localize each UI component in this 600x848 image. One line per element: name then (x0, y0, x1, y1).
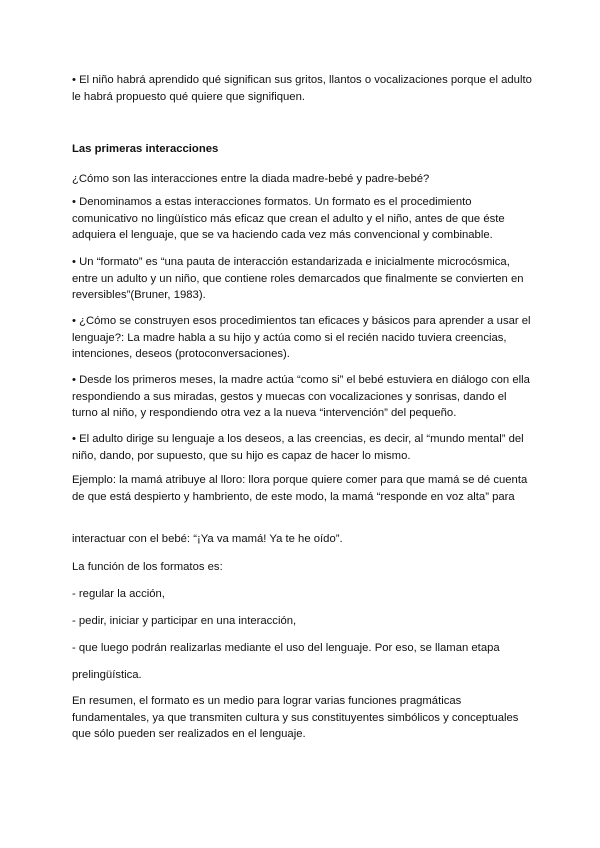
intro-bullet-paragraph: • El niño habrá aprendido qué significan sus gritos, llantos o vocalizaciones porque el adulto le habrá propuesto qué quiere que signifiquen. (72, 74, 532, 103)
section-heading: Las primeras interacciones (72, 143, 219, 155)
function-item: - que luego podrán realizarlas mediante el uso del lenguaje. Por eso, se llaman etapa (72, 642, 500, 654)
example-continuation: interactuar con el bebé: “¡Ya va mamá! Ya te he oído”. (72, 533, 343, 545)
function-item: - pedir, iniciar y participar en una interacción, (72, 615, 297, 627)
summary-paragraph: En resumen, el formato es un medio para lograr varias funciones pragmáticas fundamentales, ya que transmiten cultura y sus constituyentes simbólicos y conceptuales que sólo pueden ser realizados en el lenguaje. (72, 695, 519, 740)
bullet-paragraph-formats: • Denominamos a estas interacciones formatos. Un formato es el procedimiento comunicativo no lingüístico más eficaz que crean el adulto y el niño, antes de que éste adquiera el lenguaje, que se va haciendo cada vez más convencional y combinable. (72, 196, 505, 241)
bullet-paragraph-definition: • Un “formato” es “una pauta de interacción estandarizada e inicialmente microcósmica, entre un adulto y un niño, que contiene roles demarcados que finalmente se convierten en reversibles”(Bruner, 1983). (72, 256, 524, 301)
question-paragraph: ¿Cómo son las interacciones entre la diada madre-bebé y padre-bebé? (72, 173, 430, 185)
bullet-paragraph-mental-world: • El adulto dirige su lenguaje a los deseos, a las creencias, es decir, al “mundo mental” del niño, dando, por supuesto, que su hijo es capaz de hacer lo mismo. (72, 433, 524, 462)
functions-intro: La función de los formatos es: (72, 561, 223, 573)
function-item: - regular la acción, (72, 588, 165, 600)
bullet-paragraph-dialogue: • Desde los primeros meses, la madre actúa “como si” el bebé estuviera en diálogo con ella respondiendo a sus miradas, gestos y muecas con vocalizaciones y sonrisas, dando el turno al niño, y respondiendo otra vez a la nueva “intervención” del pequeño. (72, 374, 530, 419)
bullet-paragraph-construction: • ¿Cómo se construyen esos procedimientos tan eficaces y básicos para aprender a usar el lenguaje?: La madre habla a su hijo y actúa como si el recién nacido tuviera creencias, intenciones, deseos (protoconversaciones). (72, 315, 531, 360)
example-paragraph: Ejemplo: la mamá atribuye al lloro: llora porque quiere comer para que mamá se dé cuenta de que está despierto y hambriento, de este modo, la mamá “responde en voz alta” para (72, 474, 528, 503)
prelinguistic-line: prelingüística. (72, 669, 142, 681)
